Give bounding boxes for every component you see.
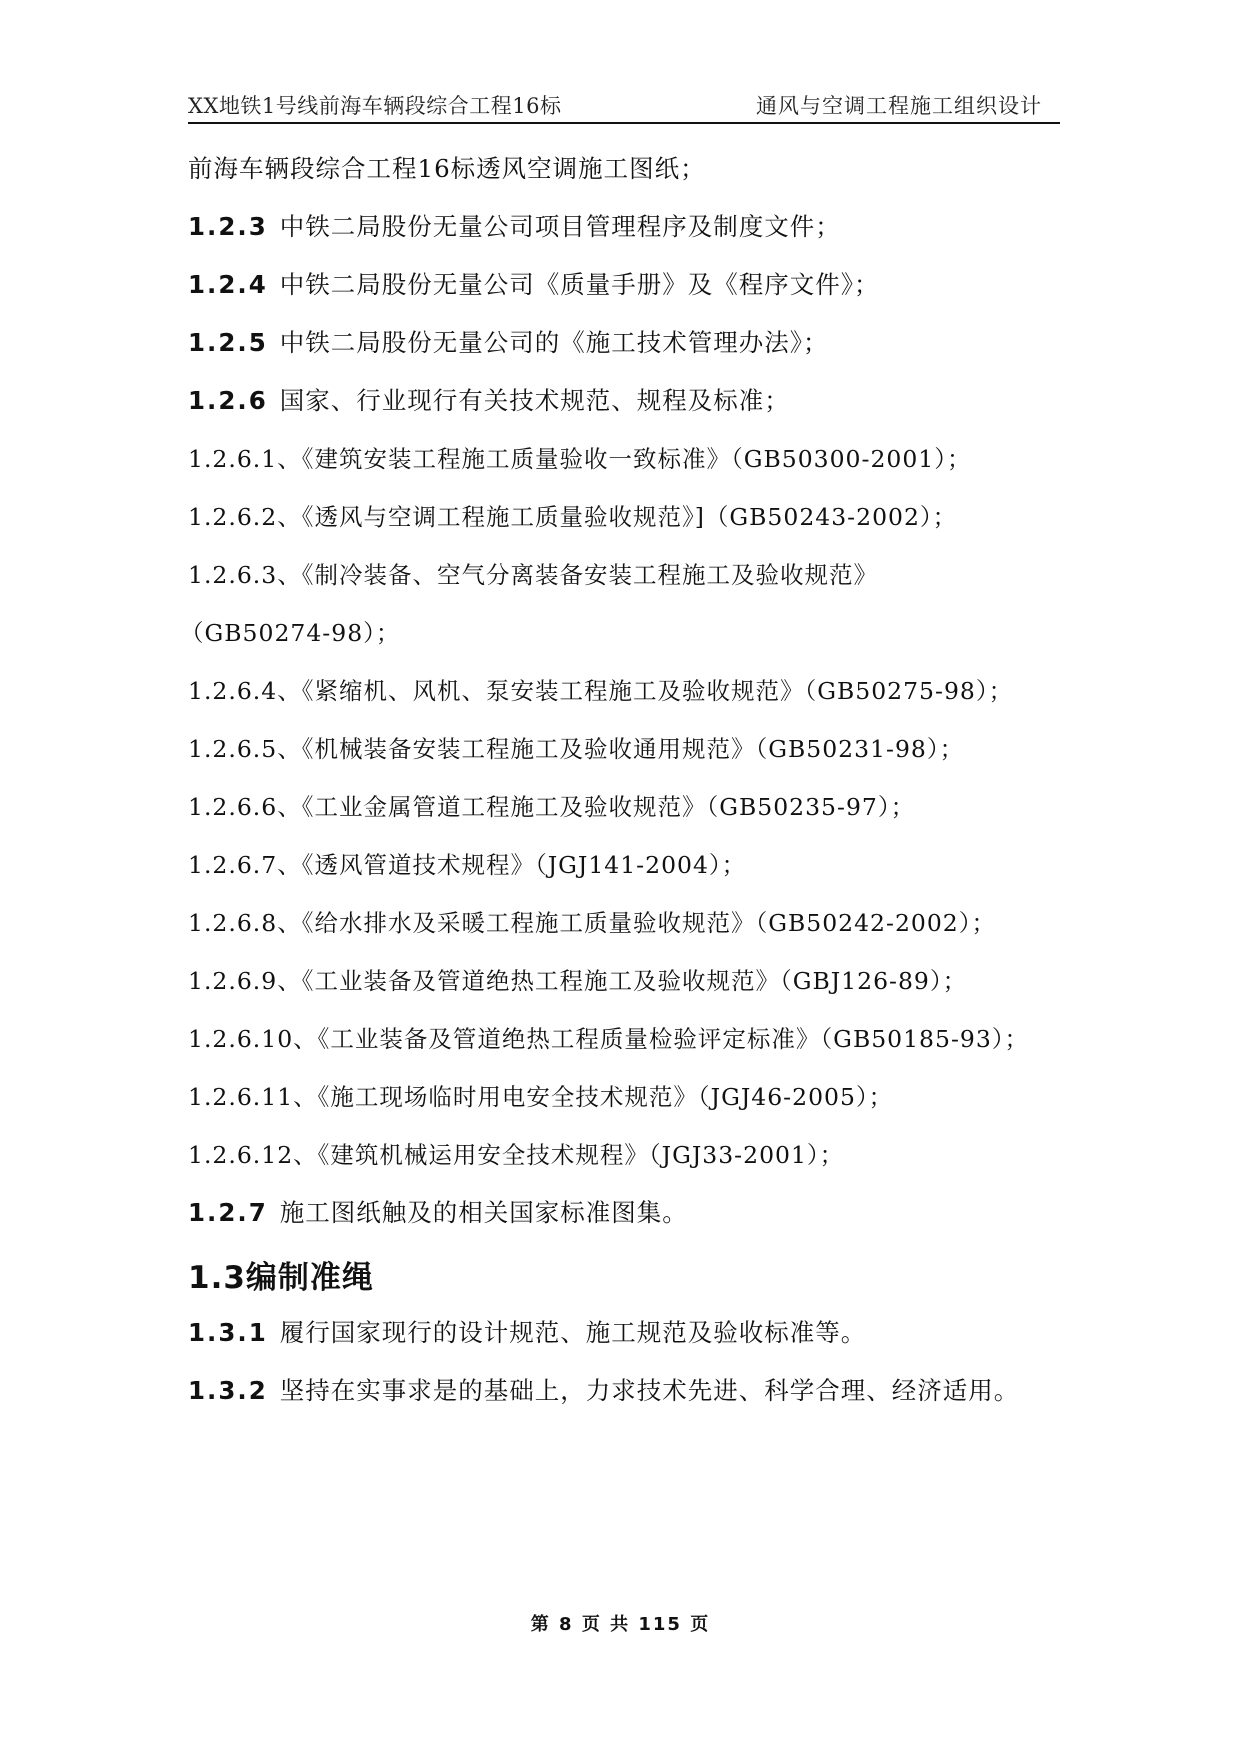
page-header — [188, 86, 1060, 124]
clause-number: 1.2.6 — [188, 386, 268, 415]
clause-1-2-3 — [188, 210, 841, 244]
standard-text: 1.2.6.4、《紧缩机、风机、泵安装工程施工及验收规范》（GB50275-98）； — [188, 677, 1014, 705]
standard-item — [188, 790, 915, 824]
standard-text: 1.2.6.5、《机械装备安装工程施工及验收通用规范》（GB50231-98）； — [188, 735, 965, 763]
standard-item — [188, 674, 1013, 708]
clause-1-2-4 — [188, 268, 880, 302]
standard-item — [188, 1138, 844, 1172]
standard-text: 1.2.6.7、《透风管道技术规程》（JGJ141-2004）； — [188, 851, 747, 879]
standard-item — [188, 1080, 893, 1114]
clause-text: 中铁二局股份无量公司项目管理程序及制度文件； — [279, 212, 841, 241]
standard-text: 1.2.6.9、《工业装备及管道绝热工程施工及验收规范》（GBJ126-89）； — [188, 967, 968, 995]
clause-1-3-1 — [188, 1316, 866, 1350]
standard-item-continued — [180, 616, 400, 650]
clause-number: 1.2.5 — [188, 328, 268, 357]
clause-1-2-6 — [188, 384, 790, 418]
clause-number: 1.3.2 — [188, 1376, 268, 1405]
standard-text: 1.2.6.11、《施工现场临时用电安全技术规范》（JGJ46-2005）； — [188, 1083, 894, 1111]
paragraph-line — [188, 152, 706, 186]
standard-text: 1.2.6.12、《建筑机械运用安全技术规程》（JGJ33-2001）； — [188, 1141, 845, 1169]
standard-item — [188, 964, 967, 998]
standard-item — [188, 906, 996, 940]
clause-number: 1.2.7 — [188, 1198, 268, 1227]
standard-text: 1.2.6.2、《透风与空调工程施工质量验收规范》]（GB50243-2002）； — [188, 503, 958, 531]
header-document-title: 通风与空调工程施工组织设计 — [756, 94, 1042, 118]
clause-1-2-5 — [188, 326, 829, 360]
standard-text: （GB50274-98）； — [180, 619, 401, 647]
clause-number: 1.2.4 — [188, 270, 268, 299]
clause-1-2-7 — [188, 1196, 688, 1230]
clause-number: 1.2.3 — [188, 212, 268, 241]
standard-item — [188, 442, 972, 476]
section-heading: 1.3编制准绳 — [188, 1260, 374, 1296]
clause-text: 施工图纸触及的相关国家标准图集。 — [279, 1198, 688, 1227]
clause-text: 坚持在实事求是的基础上，力求技术先进、科学合理、经济适用。 — [279, 1376, 1020, 1405]
header-project-title: XX地铁1号线前海车辆段综合工程16标 — [188, 94, 562, 118]
clause-text: 国家、行业现行有关技术规范、规程及标准； — [279, 386, 790, 415]
standard-text: 1.2.6.8、《给水排水及采暖工程施工质量验收规范》（GB50242-2002）； — [188, 909, 997, 937]
standard-item — [188, 732, 964, 766]
standard-text: 1.2.6.10、《工业装备及管道绝热工程质量检验评定标准》（GB50185-93）； — [188, 1025, 1030, 1053]
standard-text: 1.2.6.1、《建筑安装工程施工质量验收一致标准》（GB50300-2001）； — [188, 445, 972, 473]
clause-number: 1.3.1 — [188, 1318, 268, 1347]
clause-text: 中铁二局股份无量公司的《施工技术管理办法》； — [279, 328, 829, 357]
clause-text: 中铁二局股份无量公司《质量手册》及《程序文件》； — [279, 270, 880, 299]
clause-text: 履行国家现行的设计规范、施工规范及验收标准等。 — [279, 1318, 867, 1347]
standard-item — [188, 848, 746, 882]
paragraph-text: 前海车辆段综合工程16标透风空调施工图纸； — [188, 154, 706, 183]
page-number-footer: 第 8 页 共 115 页 — [530, 1614, 711, 1635]
standard-item — [188, 500, 957, 534]
standard-item — [188, 1022, 1029, 1056]
standard-text: 1.2.6.3、《制冷装备、空气分离装备安装工程施工及验收规范》 — [188, 561, 878, 589]
clause-1-3-2 — [188, 1374, 1019, 1408]
standard-text: 1.2.6.6、《工业金属管道工程施工及验收规范》（GB50235-97）； — [188, 793, 916, 821]
standard-item — [188, 558, 878, 592]
